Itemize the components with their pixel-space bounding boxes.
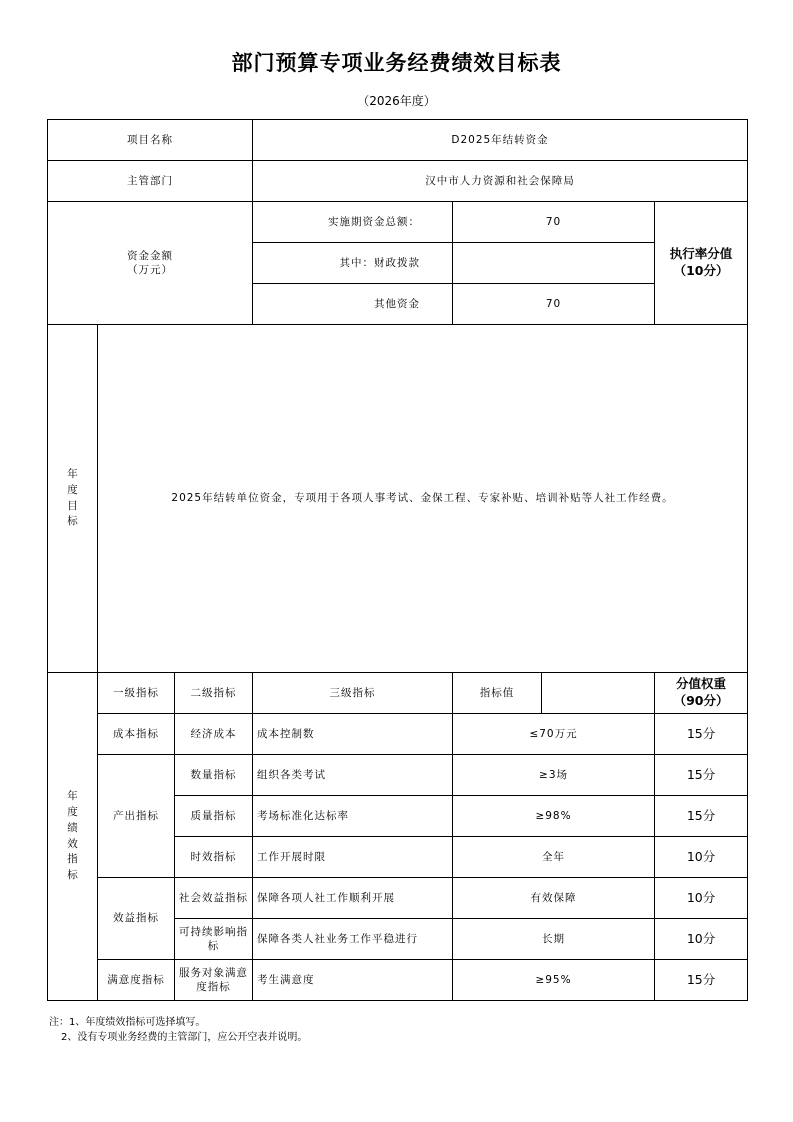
budget-year: （2026年度） bbox=[357, 94, 436, 108]
level2-cell: 质量指标 bbox=[175, 796, 253, 837]
level1-satisfaction: 满意度指标 bbox=[98, 960, 175, 1001]
level2-cell: 可持续影响指标 bbox=[175, 919, 253, 960]
funds-total-value: 70 bbox=[453, 202, 655, 243]
value-cell: 有效保障 bbox=[453, 878, 655, 919]
level2-cell: 服务对象满意度指标 bbox=[175, 960, 253, 1001]
funds-fiscal-label: 其中：财政拨款 bbox=[253, 243, 453, 284]
weight-cell: 10分 bbox=[655, 919, 748, 960]
level2-cell: 社会效益指标 bbox=[175, 878, 253, 919]
level3-cell: 成本控制数 bbox=[253, 714, 453, 755]
weight-cell: 10分 bbox=[655, 878, 748, 919]
annual-goal-text: 2025年结转单位资金，专项用于各项人事考试、金保工程、专家补贴、培训补贴等人社工作经费。 bbox=[98, 325, 748, 673]
header-weight bbox=[542, 673, 655, 714]
level1-output: 产出指标 bbox=[98, 755, 175, 878]
indicators-section-label: 年度绩效指标 bbox=[48, 673, 98, 1001]
level3-cell: 保障各项人社工作顺利开展 bbox=[253, 878, 453, 919]
level2-cell: 时效指标 bbox=[175, 837, 253, 878]
level1-cost: 成本指标 bbox=[98, 714, 175, 755]
header-level1: 一级指标 bbox=[98, 673, 175, 714]
page-title: 部门预算专项业务经费绩效目标表 bbox=[231, 51, 562, 75]
weight-cell: 15分 bbox=[655, 960, 748, 1001]
footnotes bbox=[49, 1015, 307, 1045]
header-value: 指标值 bbox=[453, 673, 542, 714]
weight-cell: 10分 bbox=[655, 837, 748, 878]
value-cell: ≤70万元 bbox=[453, 714, 655, 755]
level3-cell: 工作开展时限 bbox=[253, 837, 453, 878]
weight-cell: 15分 bbox=[655, 714, 748, 755]
footnote-1: 注：1、年度绩效指标可选择填写。 bbox=[49, 1017, 206, 1028]
level3-cell: 保障各类人社业务工作平稳进行 bbox=[253, 919, 453, 960]
header-level3: 三级指标 bbox=[253, 673, 453, 714]
level2-cell: 数量指标 bbox=[175, 755, 253, 796]
level3-cell: 考生满意度 bbox=[253, 960, 453, 1001]
value-cell: 长期 bbox=[453, 919, 655, 960]
value-cell: ≥98% bbox=[453, 796, 655, 837]
level1-benefit: 效益指标 bbox=[98, 878, 175, 960]
funds-total-label: 实施期资金总额： bbox=[253, 202, 453, 243]
project-name-value: D2025年结转资金 bbox=[253, 120, 748, 161]
value-cell: ≥95% bbox=[453, 960, 655, 1001]
performance-target-table bbox=[47, 119, 748, 1001]
funds-other-value: 70 bbox=[453, 284, 655, 325]
value-cell: ≥3场 bbox=[453, 755, 655, 796]
header-level2: 二级指标 bbox=[175, 673, 253, 714]
funds-label: 资金金额 （万元） bbox=[48, 202, 253, 325]
annual-goal-label: 年度目标 bbox=[48, 325, 98, 673]
project-name-label: 项目名称 bbox=[48, 120, 253, 161]
footnote-2: 2、没有专项业务经费的主管部门，应公开空表并说明。 bbox=[61, 1032, 308, 1043]
funds-other-label: 其他资金 bbox=[253, 284, 453, 325]
funds-fiscal-value bbox=[453, 243, 655, 284]
department-value: 汉中市人力资源和社会保障局 bbox=[253, 161, 748, 202]
department-label: 主管部门 bbox=[48, 161, 253, 202]
level3-cell: 考场标准化达标率 bbox=[253, 796, 453, 837]
weight-cell: 15分 bbox=[655, 755, 748, 796]
level2-cell: 经济成本 bbox=[175, 714, 253, 755]
level3-cell: 组织各类考试 bbox=[253, 755, 453, 796]
value-cell: 全年 bbox=[453, 837, 655, 878]
exec-rate-label: 执行率分值 （10分） bbox=[655, 202, 748, 325]
header-weight-score: 分值权重 （90分） bbox=[655, 673, 748, 714]
weight-cell: 15分 bbox=[655, 796, 748, 837]
